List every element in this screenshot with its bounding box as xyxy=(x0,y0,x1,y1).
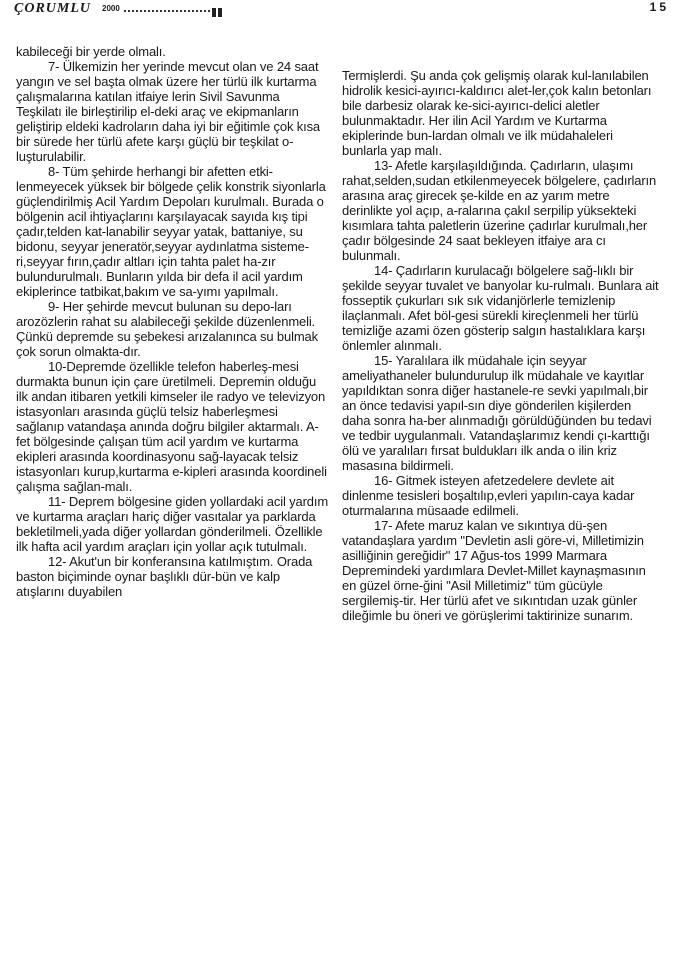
page-number: 15 xyxy=(649,0,669,14)
paragraph-item-7: 7- Ülkemizin her yerinde mevcut olan ve 24 saat yangın ve sel başta olmak üzere her türlü ilk kurtarma çalışmalarına katılan itfaiye lerin Sivil Savunma Teşkilatı ile birleştirilip el-deki araç ve ekipmanların geliştirip eldeki kadroların daha iyi bir eğitimle çok kısa bir sürede her türlü afete karşı güçlü bir teşkilat o-luşturulabilir. xyxy=(16,59,321,164)
paragraph-item-13: 13- Afetle karşılaşıldığında. Çadırların, ulaşımı rahat,selden,sudan etkilenmeyecek bölgelere, çadırların arasına araç girecek şe-kilde en az yarım metre derinlikte yol açıp, a-ralarına çakıl serpilip yüksekteki kısımlara tahta paletlerin üzerine çadırlar kurulmalı,her çadır bölgesinde 24 saat bekleyen itfaiye ara cı bulunmalı. xyxy=(342,158,657,263)
paragraph-item-9: 9- Her şehirde mevcut bulunan su depo-ları arozözlerin rahat su alabileceği şekilde düzenlenmeli. Çünkü depremde su şebekesi arızalanınca su bulmak çok sorun olmakta-dır. xyxy=(16,299,318,359)
paragraph-item-8: 8- Tüm şehirde herhangi bir afetten etki-lenmeyecek yüksek bir bölgede çelik konstrik siyonlarla güçlendirilmiş Acil Yardım Depoları kurulmalı. Burada o bölgenin acil ihtiyaçlarını karşılayacak sayıda kış tipi çadır,telden kat-lanabilir seyyar yatak, battaniye, su bidonu, seyyar jeneratör,seyyar aydınlatma sisteme-ri,seyyar fırın,çadır altları için tahta palet ha-zır bulundurulmalı. Bunların yılda bir defa il acil yardım ekiplerince tatbikat,bakım ve sa-yımı yapılmalı. xyxy=(16,164,326,299)
publication-year: 2000 xyxy=(102,4,120,13)
header-bar-mark xyxy=(212,8,228,17)
header-dotted-rule xyxy=(124,10,214,12)
page-header xyxy=(14,0,669,20)
right-column xyxy=(342,68,660,623)
paragraph: kabileceği bir yerde olmalı. xyxy=(16,44,166,59)
paragraph-item-12: 12- Akut'un bir konferansına katılmıştım. Orada baston biçiminde oynar başlıklı dür-bün ve kalp atışlarını duyabilen xyxy=(16,554,313,599)
paragraph-item-17: 17- Afete maruz kalan ve sıkıntıya dü-şen vatandaşlara yardım "Devletin asli göre-vi, Milletimizin asilliğinin gereğidir" 17 Ağus-tos 1999 Marmara Depremindeki yardımlara Devlet-Millet kaynaşmasının en güzel örne-ğini "Asil Milletimiz" tüm gücüyle sergilemiş-tir. Her türlü afet ve sıkıntıdan uzak günler dileğimle bu öneri ve görüşlerimi taktirinize sunarım. xyxy=(342,518,646,623)
publication-name: ÇORUMLU xyxy=(14,1,92,16)
paragraph: Termişlerdi. Şu anda çok gelişmiş olarak kul-lanılabilen hidrolik kesici-ayırıcı-kaldırıcı alet-ler,çok kalın betonları bile darbesiz olarak ke-sici-ayırıcı-delici aletler bulunmaktadır. Her ilin Acil Yardım ve Kurtarma ekiplerinde bun-lardan olmalı ve ilk müdahaleleri bunlarla yap malı. xyxy=(342,68,652,158)
paragraph-item-16: 16- Gitmek isteyen afetzedelere devlete ait dinlenme tesisleri boşaltılıp,evleri yapılın-caya kadar oturmalarına müsaade edilmeli. xyxy=(342,473,635,518)
paragraph-item-15: 15- Yaralılara ilk müdahale için seyyar ameliyathaneler bulundurulup ilk müdahale ve kayıtlar yapıldıktan sonra diğer hastanele-re sevki yapılmalı,bir an önce tedavisi yapıl-sın diye gönderilen kişilerden daha sonra ha-ber alınmadığı görüldüğünden bu tedavi ve tedbir uygulanmalı. Vatandaşlarımız kendi çı-karttığı ölü ve yaralıları fırsat buldukları ilk anda o ilin kriz masasına bildirmeli. xyxy=(342,353,652,473)
paragraph-item-10: 10-Depremde özellikle telefon haberleş-mesi durmakta bunun için çare üretilmeli. Depremin olduğu ilk andan itibaren yetkili kimseler ile radyo ve televizyon istasyonları arasında güçlü telsiz haberleşmesi sağlanıp vatandaşa anında doğru bilgiler aktarmalı. A-fet bölgesinde çalışan tüm acil yardım ve kurtarma ekipleri arasında koordinasyonu sağ-layacak telsiz istasyonları kurup,kurtarma e-kipleri arasında koordineli çalışma sağlan-malı. xyxy=(16,359,327,494)
left-column xyxy=(16,44,328,599)
paragraph-item-14: 14- Çadırların kurulacağı bölgelere sağ-lıklı bir şekilde seyyar tuvalet ve banyolar ku-rulmalı. Bunlara ait fosseptik çukurları sık sık vidanjörlerle temizlenip ilaçlanmalı. Afet böl-gesi sürekli kireçlenmeli her türlü temizliğe azami özen gösterip salgın hastalıklara karşı önlemler alınmalı. xyxy=(342,263,659,353)
paragraph-item-11: 11- Deprem bölgesine giden yollardaki acil yardım ve kurtarma araçları hariç diğer vasıtalar ya parklarda bekletilmeli,yada diğer yollardan gönderilmeli. Özellikle ilk hafta acil yardım araçları için yollar açık tutulmalı. xyxy=(16,494,328,554)
